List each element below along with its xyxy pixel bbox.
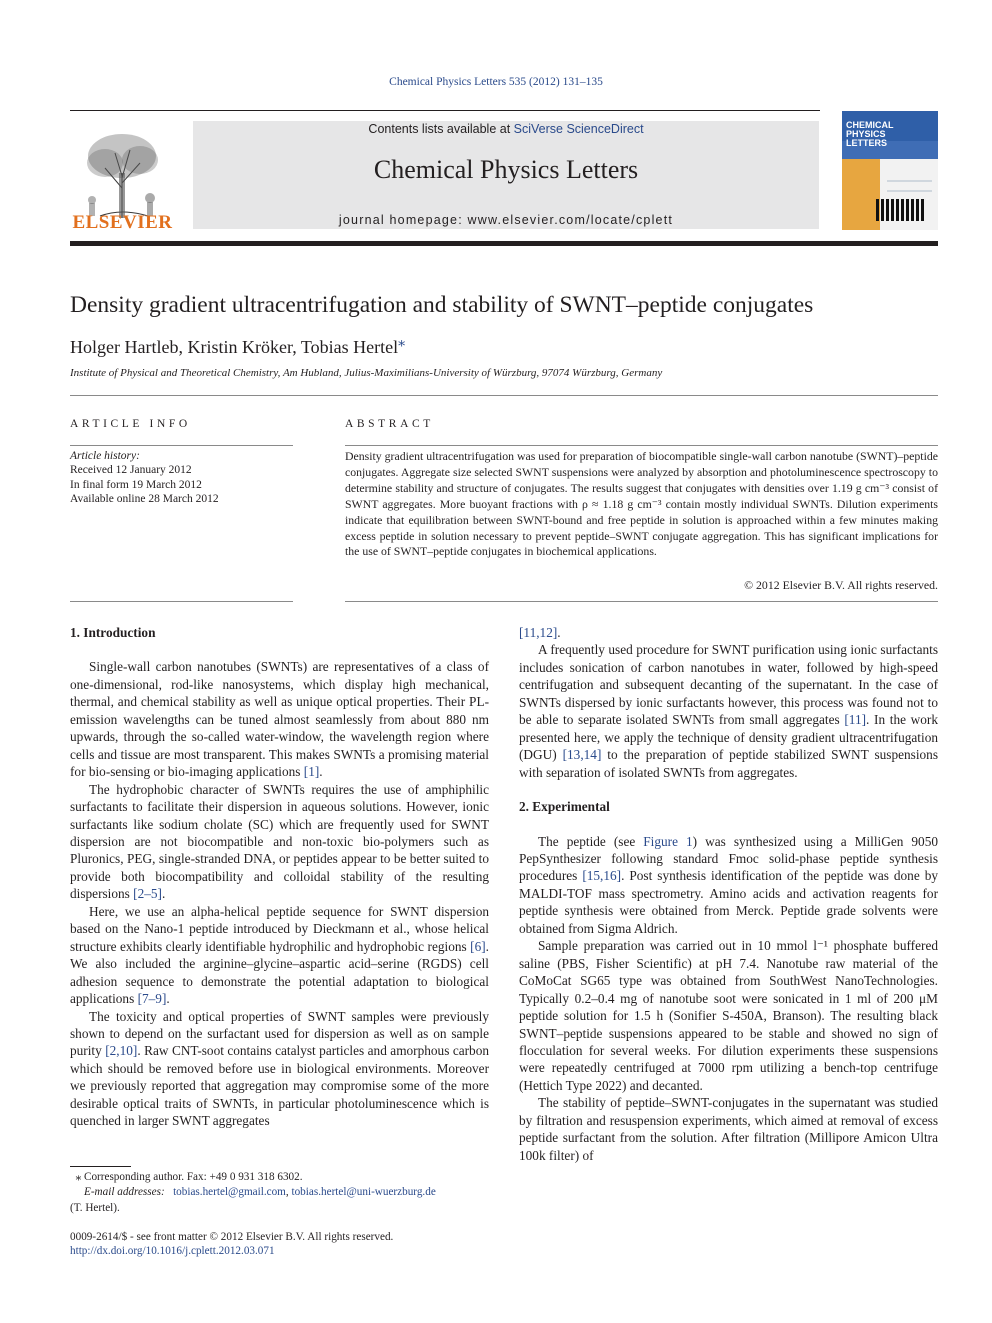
footnote-mark: ⁎ (75, 1171, 82, 1183)
cover-title-line: CHEMICAL (846, 120, 894, 130)
header-thick-rule (70, 241, 938, 246)
divider (70, 601, 293, 602)
paragraph-text: . (557, 625, 561, 640)
paragraph-text: . (166, 991, 170, 1007)
paragraph: The stability of peptide–SWNT-conjugates in the supernatant was studied by filtration and resuspension experiments, which aimed at removal of excess peptide surfactant from the solution. After filtration (Millipore Amicon Ultra 100k filter) of (519, 1095, 938, 1163)
issn-line: 0009-2614/$ - see front matter © 2012 Elsevier B.V. All rights reserved. (70, 1231, 394, 1243)
divider (70, 395, 938, 396)
paragraph-text: The hydrophobic character of SWNTs requires the use of amphiphilic surfactants to facilitate their dispersion in aqueous solutions. However, ionic surfactants like sodium cholate (SC) which are frequently used for SWNT dispersion are not biocompatible and non-toxic bio-polymers such as Pluronics, PEG, single-stranded DNA, or peptides appear to be better suited to provide both biocompatibility and colloidal stability of the resulting dispersions (70, 781, 489, 902)
author-names: Holger Hartleb, Kristin Kröker, Tobias Hertel (70, 337, 399, 357)
citation-link[interactable]: [2–5] (133, 886, 162, 902)
citation-link[interactable]: [15,16] (582, 868, 622, 884)
revised-date: In final form 19 March 2012 (70, 478, 202, 491)
footnote-corresponding (70, 1170, 489, 1185)
paragraph-text: . Post synthesis identification of the peptide was done by MALDI-TOF mass spectrometry. Amino acids and activation reagents for peptide synthesis were obtained from Merck. Peptide grade solvents were obtained from Sigma Aldrich. (519, 868, 939, 936)
citation-link[interactable]: [11] (844, 712, 867, 728)
cover-title-line: PHYSICS (846, 129, 886, 139)
divider (70, 445, 293, 446)
paragraph-text: A frequently used procedure for SWNT purification using ionic surfactants includes sonication of carbon nanotubes in water, followed by high-speed centrifugation and subsequent decanting of the supernatant. In the case of SWNTs dispersed by ionic surfactants however, this process was found not to be able to separate isolated SWNTs from small aggregates (519, 642, 938, 728)
abstract-heading: ABSTRACT (345, 418, 434, 430)
paragraph (70, 903, 489, 1008)
online-date: Available online 28 March 2012 (70, 492, 219, 505)
article-info-heading: ARTICLE INFO (70, 418, 191, 430)
cover-title-line: LETTERS (846, 138, 888, 148)
abstract-text: Density gradient ultracentrifugation was used for preparation of biocompatible single-wall carbon nanotube (SWNT)–peptide conjugates. Aggregate size selected SWNT suspensions were analyzed by absorption and photoluminescence spectroscopy to determine stability and structure of conjugates. The results suggest that conjugates with densities over 1.19 g cm⁻³ consist of SWNT aggregates. More buoyant fractions with ρ ≈ 1.18 g cm⁻³ contain mostly individual SWNTs. Dilution experiments indicate that equilibration between SWNT-bound and free peptide in solution is approached within a few minutes making excess peptide in solution necessary to prevent peptide–SWNT conjugate aggregation. This has significant implications for the use of SWNT–peptide conjugates in biochemical applications. (345, 449, 938, 559)
divider (345, 601, 938, 602)
email-label: E-mail addresses: (83, 1186, 165, 1199)
paragraph-text: . (161, 886, 166, 902)
citation-link[interactable]: [1] (303, 764, 320, 780)
paragraph (70, 1008, 489, 1130)
citation-link[interactable]: [6] (470, 938, 486, 954)
paragraph-text: . Raw CNT-soot contains catalyst particles and amorphous carbon which should be removed before use in biological environments. Moreover we previously reported that aggregation may compromise some of the more desirable optical traits of SWNTs, in particular photoluminescence which is quenched in larger SWNT aggregates (70, 1043, 490, 1129)
email-link[interactable]: tobias.hertel@gmail.com (173, 1186, 286, 1199)
received-date: Received 12 January 2012 (70, 464, 192, 477)
corresponding-author-mark[interactable]: ⁎ (398, 335, 406, 350)
sciencedirect-link[interactable]: SciVerse ScienceDirect (513, 122, 644, 136)
citation-link[interactable]: [13,14] (562, 747, 602, 763)
email-owner: (T. Hertel). (70, 1201, 120, 1214)
citation-link[interactable]: [2,10] (105, 1043, 138, 1059)
email-link[interactable]: tobias.hertel@uni-wuerzburg.de (291, 1186, 436, 1199)
footnote-text: Corresponding author. Fax: +49 0 931 318 6302. (81, 1171, 303, 1183)
footnote-emails (70, 1185, 489, 1200)
paragraph-text: The peptide (see (538, 833, 644, 849)
paragraph-text: . We also included the arginine–glycine–aspartic acid–serine (RGDS) cell adhesion sequence to demonstrate the potential adaptation to biological applications (70, 938, 489, 1007)
article-history (70, 449, 219, 506)
header-rule (70, 110, 820, 111)
body-column-right (519, 624, 938, 1164)
paragraph (70, 781, 489, 903)
journal-citation[interactable]: Chemical Physics Letters 535 (2012) 131–135 (389, 76, 603, 88)
paragraph (519, 641, 938, 781)
paragraph-text: . (319, 764, 323, 780)
paragraph-text: The toxicity and optical properties of SWNT samples were previously shown to depend on the surfactant used for dispersion as well as on sample purity (70, 1008, 489, 1059)
history-label: Article history: (70, 450, 140, 462)
citation-link[interactable]: [11,12] (519, 625, 558, 640)
paragraph-text: to the preparation of peptide stabilized SWNT suspensions with separation of isolated SWNTs from aggregates. (519, 747, 938, 780)
copyright-notice: © 2012 Elsevier B.V. All rights reserved. (744, 578, 938, 592)
front-matter-note (70, 1230, 393, 1259)
paragraph-text: Here, we use an alpha-helical peptide sequence for SWNT dispersion based on the Nano-1 peptide introduced by Dieckmann et al., whose helical structure exhibits clearly identifiable hydrophilic and hydrophobic regions (70, 903, 489, 954)
journal-homepage[interactable]: journal homepage: www.elsevier.com/locate/cplett (338, 213, 674, 227)
paragraph-continued (519, 624, 938, 641)
citation-link[interactable]: [7–9] (137, 991, 167, 1007)
figure-link[interactable]: Figure 1 (643, 833, 693, 849)
author-affiliation: Institute of Physical and Theoretical Chemistry, Am Hubland, Julius-Maximilians-University of Würzburg, 97074 Würzburg, Germany (70, 367, 663, 379)
cover-title (846, 121, 894, 148)
article-title: Density gradient ultracentrifugation and stability of SWNT–peptide conjugates (70, 292, 814, 318)
contents-availability (193, 122, 819, 136)
paragraph-text: . In the work presented here, we apply the technique of density gradient ultracentrifugation (DGU) (519, 712, 938, 763)
contents-prefix: Contents lists available at (368, 122, 514, 136)
divider (345, 445, 938, 446)
paragraph-text: Single-wall carbon nanotubes (SWNTs) are representatives of a class of one-dimensional, rod-like nanosystems, which display high mechanical, thermal, and chemical stability as well as unique optical properties. Their PL-emission wavelengths can be tuned almost seamlessly from about 880 nm upwards, through the so-called water-window, the wavelength region where cells and tissue are most transparent. This makes SWNTs a promising material for bio-sensing or bio-imaging applications (70, 659, 489, 780)
section-heading-experimental: 2. Experimental (519, 799, 610, 815)
body-column-left (70, 624, 489, 1130)
author-list (70, 334, 405, 358)
paragraph-text: ) was synthesized using a MilliGen 9050 PepSynthesizer following standard Fmoc solid-phase peptide synthesis procedures (519, 833, 938, 884)
doi-link[interactable]: http://dx.doi.org/10.1016/j.cplett.2012.03.071 (70, 1245, 275, 1258)
paragraph (519, 833, 938, 938)
footnote-rule (70, 1166, 131, 1167)
paragraph: Sample preparation was carried out in 10 mmol l⁻¹ phosphate buffered saline (PBS, Fisher Scientific) at pH 7.4. Nanotube raw material of the CoMoCat SG65 type was obtained from SouthWest NanoTechnologies. Typically 0.2–0.4 mg of nanotube soot were sonicated in 1 ml of 200 μM peptide solution for 1.5 h (Sonifier S-450A, Branson). The resulting black SWNT–peptide suspensions appeared to be stable and showed no sign of flocculation for several weeks. For dilution experiments these suspensions were repeatedly centrifuged at 7000 rpm utilizing a bench-top centrifuge (Hettich Type 2022) and decanted. (519, 938, 938, 1093)
journal-name: Chemical Physics Letters (373, 155, 639, 184)
elsevier-wordmark: ELSEVIER (72, 212, 173, 233)
paragraph (70, 658, 489, 780)
section-heading-introduction: 1. Introduction (70, 625, 156, 640)
email-separator: , (285, 1186, 292, 1199)
footnote (70, 1170, 489, 1216)
journal-cover-thumbnail[interactable] (842, 111, 938, 230)
